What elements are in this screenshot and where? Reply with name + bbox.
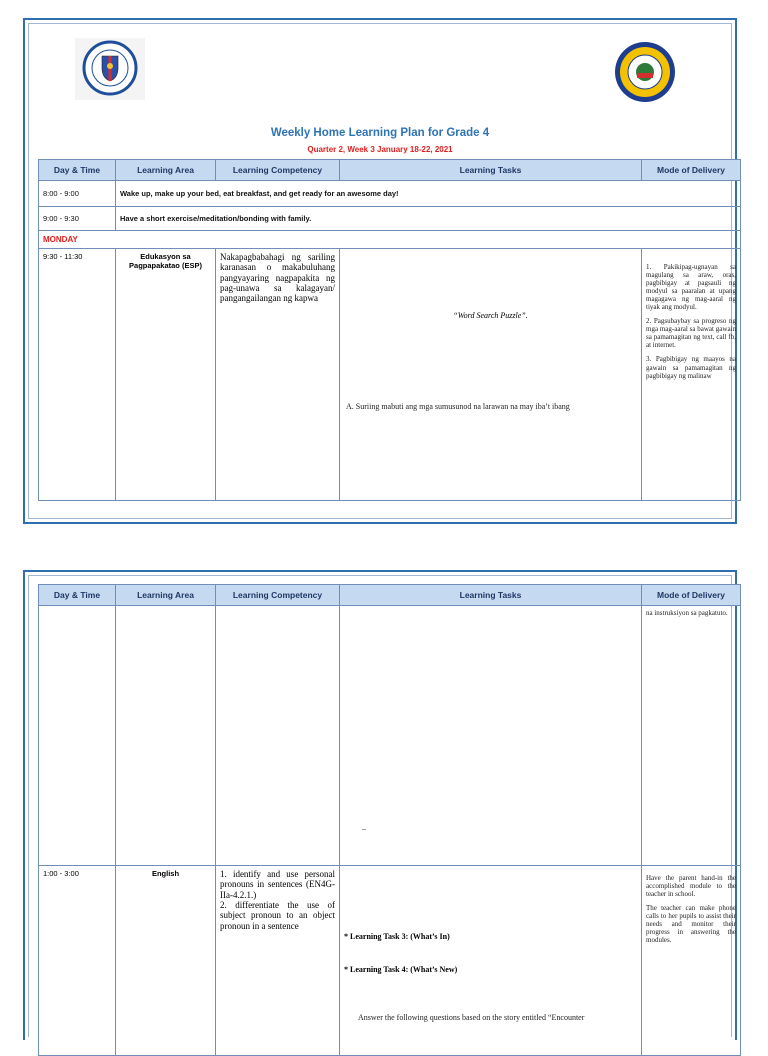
col-header-learning-tasks: Learning Tasks <box>340 585 642 606</box>
day-row <box>39 231 741 249</box>
row-activity: Wake up, make up your bed, eat breakfast, and get ready for an awesome day! <box>116 181 741 207</box>
plan-title: Weekly Home Learning Plan for Grade 4 <box>270 127 490 139</box>
delivery-item: Have the parent hand-in the accomplished module to the teacher in school. <box>646 874 736 899</box>
row-time <box>39 606 116 866</box>
page-inner-border <box>28 575 736 1037</box>
mode-of-delivery: na instruksiyon sa pagkatuto. <box>642 606 741 866</box>
learning-plan-table <box>38 584 741 1056</box>
learning-task-3: * Learning Task 3: (What’s In) <box>344 932 450 941</box>
competency-item: 1. identify and use personal pronouns in sentences (EN4G-IIa-4.2.1.) <box>220 869 335 900</box>
page-inner-border <box>28 23 736 519</box>
competency-item: 2. differentiate the use of subject pronoun to an object pronoun in a sentence <box>220 900 335 931</box>
delivery-item: 1. Pakikipag-ugnayan sa magulang sa araw, oras, pagbibigay at pagsauli ng modyul sa paaralan at upang magagawa ng mag-aaral ng tiyak ang modyul. <box>646 263 736 312</box>
document-page-1 <box>23 18 737 524</box>
learning-competency <box>216 606 340 866</box>
table-row <box>39 249 741 501</box>
col-header-mode-of-delivery: Mode of Delivery <box>642 585 741 606</box>
day-label-monday: MONDAY <box>39 231 741 249</box>
col-header-day-time: Day & Time <box>39 160 116 181</box>
table-header-row <box>39 585 741 606</box>
table-row <box>39 207 741 231</box>
table-row <box>39 181 741 207</box>
table-header-row <box>39 160 741 181</box>
learning-tasks <box>340 606 642 866</box>
table-row <box>39 606 741 866</box>
col-header-day-time: Day & Time <box>39 585 116 606</box>
mode-of-delivery <box>642 249 741 501</box>
learning-competency <box>216 866 340 1056</box>
col-header-mode-of-delivery: Mode of Delivery <box>642 160 741 181</box>
delivery-item: 3. Pagbibigay ng maayos na gawain sa pamamagitan ng pagbibigay ng malinaw <box>646 355 736 380</box>
delivery-item: 2. Pagsubaybay sa progreso ng mga mag-aaral sa bawat gawain sa pamamagitan ng text, call fb, at internet. <box>646 317 736 350</box>
row-time: 9:00 - 9:30 <box>39 207 116 231</box>
task-question: Answer the following questions based on the story entitled “Encounter <box>358 1013 585 1022</box>
school-seal-logo <box>607 40 683 104</box>
row-time: 9:30 - 11:30 <box>39 249 116 501</box>
document-page-2 <box>23 570 737 1040</box>
col-header-learning-area: Learning Area <box>116 585 216 606</box>
learning-competency: Nakapagbabahagi ng sariling karanasan o makabuluhang pangyayaring nagpapakita ng pag-unawa sa kalagayan/ pangangailangan ng kapwa <box>216 249 340 501</box>
mode-of-delivery <box>642 866 741 1056</box>
plan-subtitle: Quarter 2, Week 3 January 18-22, 2021 <box>307 145 453 154</box>
task-dash: – <box>362 824 366 833</box>
deped-seal-logo <box>75 38 145 100</box>
table-row <box>39 866 741 1056</box>
learning-area: English <box>116 866 216 1056</box>
learning-tasks <box>340 249 642 501</box>
learning-task-4: * Learning Task 4: (What’s New) <box>344 965 458 974</box>
learning-area <box>116 606 216 866</box>
row-time: 1:00 - 3:00 <box>39 866 116 1056</box>
col-header-learning-competency: Learning Competency <box>216 585 340 606</box>
task-title: “Word Search Puzzle”. <box>453 311 528 320</box>
col-header-learning-tasks: Learning Tasks <box>340 160 642 181</box>
row-activity: Have a short exercise/meditation/bonding with family. <box>116 207 741 231</box>
row-time: 8:00 - 9:00 <box>39 181 116 207</box>
task-instruction: A. Suriing mabuti ang mga sumusunod na larawan na may iba’t ibang <box>346 402 570 411</box>
learning-plan-table <box>38 159 741 501</box>
learning-tasks <box>340 866 642 1056</box>
col-header-learning-competency: Learning Competency <box>216 160 340 181</box>
learning-area: Edukasyon sa Pagpapakatao (ESP) <box>116 249 216 501</box>
col-header-learning-area: Learning Area <box>116 160 216 181</box>
delivery-item: The teacher can make phone calls to her pupils to assist their needs and monitor their progress in answering the modules. <box>646 904 736 945</box>
